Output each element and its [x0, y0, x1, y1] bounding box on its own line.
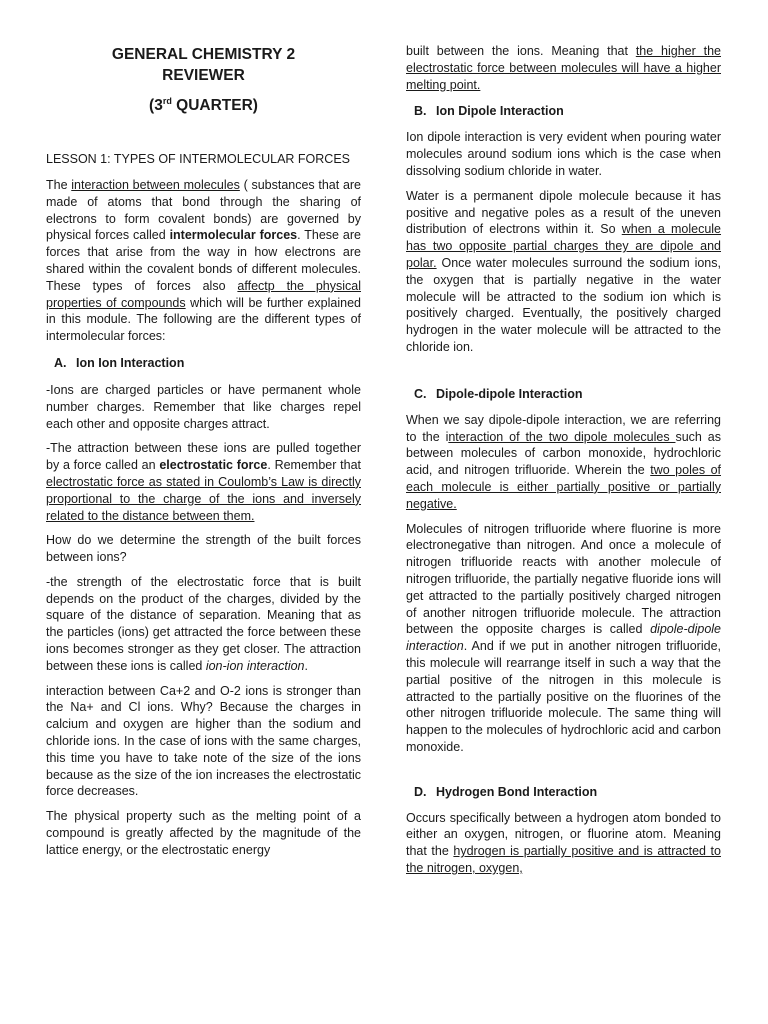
section-d-paragraph-1: Occurs specifically between a hydrogen atom bonded to either an oxygen, nitrogen, or fluorine atom. Meaning that the hydrogen is partially positive and is attracted to the nitrogen, oxygen, [406, 810, 721, 876]
section-a-heading: A. Ion Ion Interaction [54, 355, 185, 370]
section-a-paragraph-2: -The attraction between these ions are pulled together by a force called an electrostatic force. Remember that electrostatic force as stated in Coulomb’s Law is directly proportional to the charge of the ions and inversely related to the distance between them. [46, 441, 362, 523]
right-column [406, 0, 721, 877]
left-column [46, 0, 361, 859]
section-b-heading: B. Ion Dipole Interaction [414, 104, 564, 119]
section-a-paragraph-6-continued: built between the ions. Meaning that the higher the electrostatic force between molecules will have a higher melting point. [406, 44, 721, 92]
section-b-paragraph-2: Water is a permanent dipole molecule because it has positive and negative poles as a result of the uneven distribution of electrons within it. So when a molecule has two opposite partial charges they are dipole and polar. Once water molecules surround the sodium ions, the oxygen that is partially negative in the water molecule will be attracted to the sodium ion which is positively charged. Eventually, the positively charged hydrogen in the water molecule will be attracted to the chloride ion. [406, 188, 722, 354]
section-d-heading: D. Hydrogen Bond Interaction [414, 784, 598, 799]
section-c-heading: C. Dipole-dipole Interaction [414, 386, 583, 401]
document-title-line1: GENERAL CHEMISTRY 2 [111, 46, 296, 63]
section-b-paragraph-1: Ion dipole interaction is very evident when pouring water molecules around sodium ions which is the case when dissolving sodium chloride in water. [406, 130, 721, 178]
lesson-heading: LESSON 1: TYPES OF INTERMOLECULAR FORCES [46, 152, 351, 167]
section-a-paragraph-4: -the strength of the electrostatic force that is built depends on the product of the charges, divided by the square of the distance of separation. Meaning that as the particles (ions) get attracted the force between these ions becomes stronger as they get closer. The attraction between these ions is called ion-ion interaction. [46, 574, 361, 673]
section-a-paragraph-1: -Ions are charged particles or have permanent whole number charges. Remember that like charges repel each other and opposite charges attract. [46, 382, 361, 431]
section-c-paragraph-2: Molecules of nitrogen trifluoride where fluorine is more electronegative than nitrogen. And once a molecule of nitrogen trifluoride reacts with another molecule of nitrogen trifluoride, the partially negative fluoride ions will get attracted to the partially positively charged nitrogen of another nitrogen trifluoride molecule. The attraction between the opposite charges is called dipole-dipole interaction. And if we put in another nitrogen trifluoride, this molecule will rearrange itself in such a way that the partial positive of the nitrogen in this molecule is attracted to the partially positive on the fluorines of the other nitrogen trifluoride molecule. The same thing will happen to the molecules of hydrochloric acid and carbon monoxide. [406, 521, 721, 754]
section-a-paragraph-6: The physical property such as the melting point of a compound is greatly affected by the magnitude of the lattice energy, or the electrostatic energy [46, 809, 361, 857]
section-c-paragraph-1: When we say dipole-dipole interaction, we are referring to the interaction of the two dipole molecules such as between molecules of carbon monoxide, hydrochloric acid, and nitrogen trifluoride. Wherein the two poles of each molecule is either partially positive or partially negative. [406, 412, 721, 511]
section-a-question: How do we determine the strength of the built forces between ions? [46, 533, 361, 565]
intro-paragraph: The interaction between molecules ( substances that are made of atoms that bond through the sharing of electrons to form covalent bonds) are governed by physical forces called intermolecular forces. These are forces that arise from the way in how electrons are shared within the covalent bonds of different molecules. These types of forces also affectp the physical properties of compounds which will be further explained in this module. The following are the different types of intermolecular forces: [46, 177, 362, 344]
section-a-paragraph-5: interaction between Ca+2 and O-2 ions is stronger than the Na+ and Cl ions. Why? Because the charges in calcium and oxygen are higher than the sodium and chloride ions. In the case of ions with the same charges, this time you have to take note of the size of the ions because as the size of the ion increases the electrostatic force decreases. [46, 683, 361, 799]
document-title-line2: REVIEWER [162, 67, 245, 84]
quarter-label: (3rd QUARTER) [149, 96, 258, 115]
